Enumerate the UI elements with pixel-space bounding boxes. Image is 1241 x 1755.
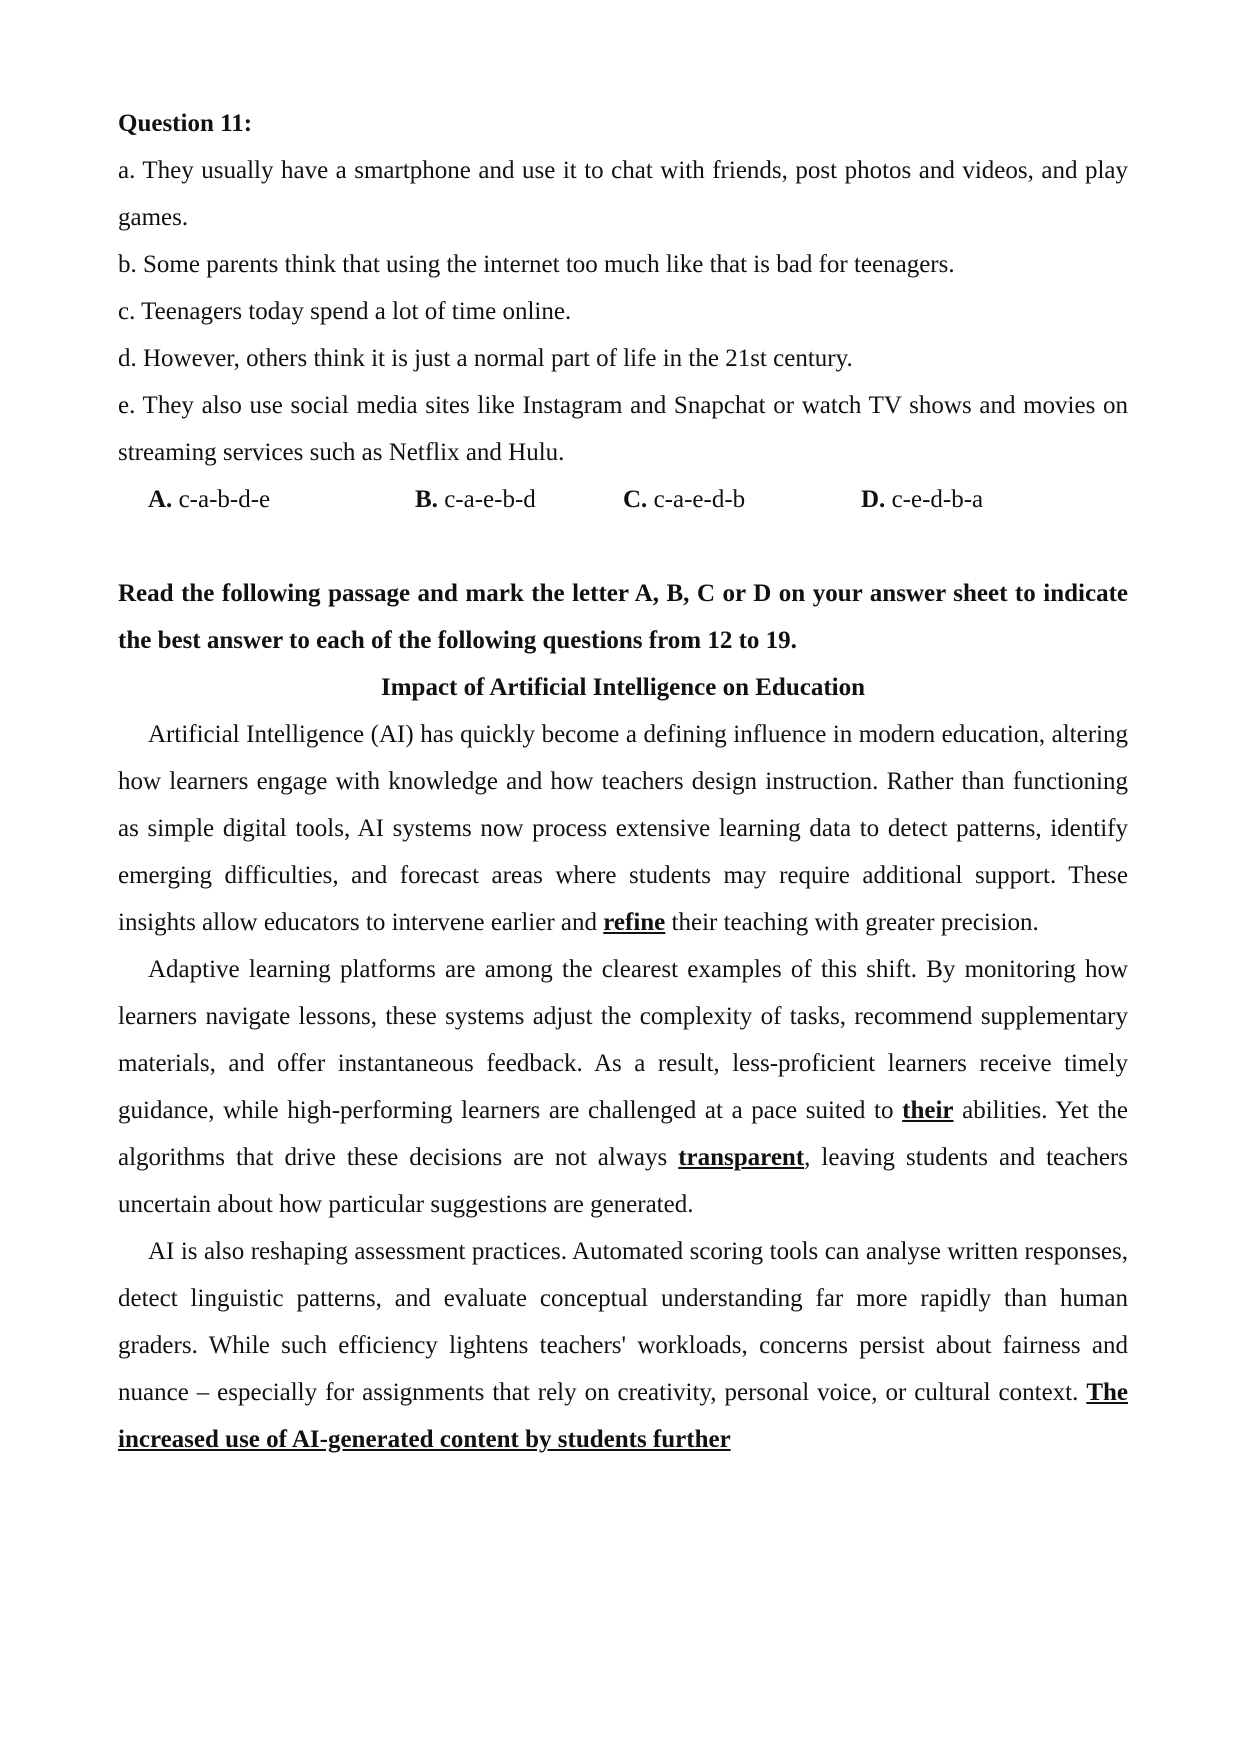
- sentence-d: d. However, others think it is just a normal part of life in the 21st century.: [118, 345, 853, 372]
- highlight-refine: refine: [603, 909, 666, 936]
- question-title: Question 11:: [118, 110, 253, 137]
- passage-title: Impact of Artificial Intelligence on Education: [381, 674, 865, 701]
- option-a-text: c-a-b-d-e: [178, 486, 271, 513]
- option-d-text: c-e-d-b-a: [891, 486, 984, 513]
- option-a-letter: A.: [148, 486, 173, 513]
- option-d: [861, 476, 983, 523]
- p1-text-after: their teaching with greater precision.: [665, 909, 1039, 936]
- sentence-b: b. Some parents think that using the internet too much like that is bad for teenagers.: [118, 251, 955, 278]
- option-c: [623, 476, 745, 523]
- paragraph-1: [118, 711, 1128, 946]
- option-c-text: c-a-e-d-b: [653, 486, 746, 513]
- option-d-letter: D.: [861, 486, 886, 513]
- highlight-transparent: transparent: [678, 1144, 805, 1171]
- p3-text-before: AI is also reshaping assessment practices. Automated scoring tools can analyse written responses, detect linguistic patterns, and evaluate conceptual understanding far more rapidly than human graders. While such efficiency lightens teachers' workloads, concerns persist about fairness and nuance – especially for assignments that rely on creativity, personal voice, or cultural context.: [118, 1238, 1128, 1406]
- highlight-their: their: [902, 1097, 954, 1124]
- option-b: [415, 476, 536, 523]
- sentence-e: e. They also use social media sites like Instagram and Snapchat or watch TV shows and movies on streaming services such as Netflix and Hulu.: [118, 392, 1128, 466]
- highlight-sentence: The increased use of AI-generated content by students further: [118, 1379, 1128, 1453]
- p1-text-before: Artificial Intelligence (AI) has quickly become a defining influence in modern education, altering how learners engage with knowledge and how teachers design instruction. Rather than functioning as simple digital tools, AI systems now process extensive learning data to detect patterns, identify emerging difficulties, and forecast areas where students may require additional support. These insights allow educators to intervene earlier and: [118, 721, 1128, 936]
- sentence-a: a. They usually have a smartphone and use it to chat with friends, post photos and videos, and play games.: [118, 157, 1128, 231]
- p2-text-2: abilities. Yet the algorithms that drive these decisions are not always: [118, 1097, 1128, 1171]
- reading-instruction: Read the following passage and mark the letter A, B, C or D on your answer sheet to indicate the best answer to each of the following questions from 12 to 19.: [118, 580, 1128, 654]
- option-b-text: c-a-e-b-d: [444, 486, 536, 513]
- option-a: [148, 476, 270, 523]
- answer-options: [118, 476, 1128, 523]
- p2-text-3: , leaving students and teachers uncertain about how particular suggestions are generated.: [118, 1144, 1128, 1218]
- document-page: [118, 100, 1128, 1463]
- p2-text-1: Adaptive learning platforms are among the clearest examples of this shift. By monitoring how learners navigate lessons, these systems adjust the complexity of tasks, recommend supplementary materials, and offer instantaneous feedback. As a result, less-proficient learners receive timely guidance, while high-performing learners are challenged at a pace suited to: [118, 956, 1128, 1124]
- sentence-c: c. Teenagers today spend a lot of time online.: [118, 298, 572, 325]
- spacer: [118, 523, 1128, 570]
- option-c-letter: C.: [623, 486, 648, 513]
- paragraph-3: [118, 1228, 1128, 1463]
- option-b-letter: B.: [415, 486, 438, 513]
- paragraph-2: [118, 946, 1128, 1228]
